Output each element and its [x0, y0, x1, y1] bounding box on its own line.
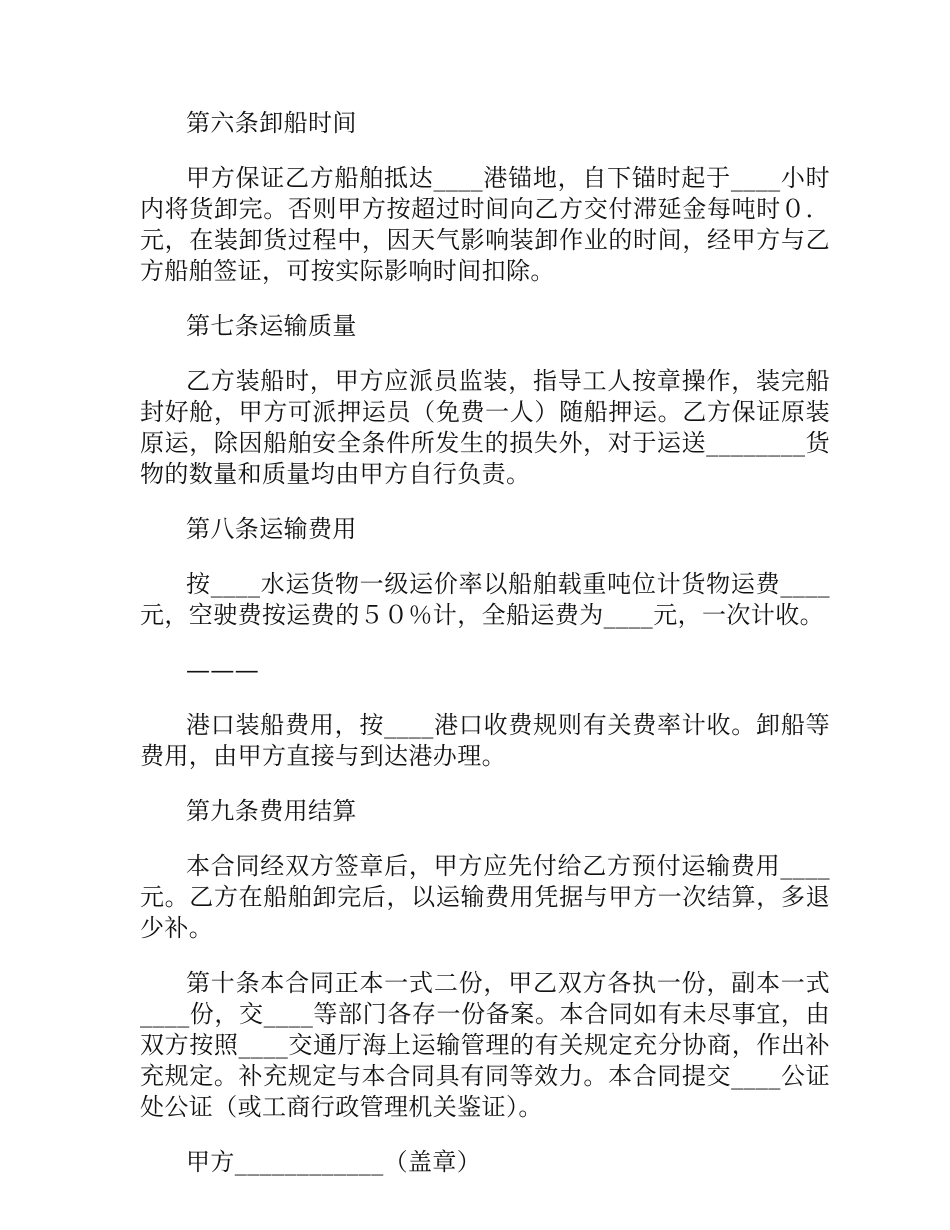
article-9-body: 本合同经双方签章后，甲方应先付给乙方预付运输费用____元。乙方在船舶卸完后，以运输费用凭据与甲方一次结算，多退少补。 [140, 852, 830, 942]
article-10-body: 第十条本合同正本一式二份，甲乙双方各执一份，副本一式____份，交____等部门各存一份备案。本合同如有未尽事宜，由双方按照____交通厅海上运输管理的有关规定充分协商，作出补充规定。补充规定与本合同具有同等效力。本合同提交____公证处公证（或工商行政管理机关鉴证）。 [140, 969, 830, 1121]
article-8-heading: 第八条运输费用 [186, 515, 357, 543]
party-a-signature-line: 甲方____________（盖章） [186, 1148, 482, 1176]
article-6-heading: 第六条卸船时间 [186, 109, 357, 137]
article-7-heading: 第七条运输质量 [186, 312, 357, 340]
article-9-heading: 第九条费用结算 [186, 797, 357, 825]
article-8-body: 按____水运货物一级运价率以船舶载重吨位计货物运费____元，空驶费按运费的５０％计，全船运费为____元，一次计收。 [140, 570, 830, 629]
article-7-body: 乙方装船时，甲方应派员监装，指导工人按章操作，装完船封好舱，甲方可派押运员（免费一人）随船押运。乙方保证原装原运，除因船舶安全条件所发生的损失外，对于运送________货物的数量和质量均由甲方自行负责。 [140, 367, 830, 488]
article-6-body: 甲方保证乙方船舶抵达____港锚地，自下锚时起于____小时内将货卸完。否则甲方按超过时间向乙方交付滞延金每吨时０．元，在装卸货过程中，因天气影响装卸作业的时间，经甲方与乙方船舶签证，可按实际影响时间扣除。 [140, 164, 830, 285]
section-divider-dashes: ——— [186, 656, 260, 684]
port-fees-body: 港口装船费用，按____港口收费规则有关费率计收。卸船等费用，由甲方直接与到达港办理。 [140, 711, 830, 770]
document-page [140, 108, 830, 1202]
